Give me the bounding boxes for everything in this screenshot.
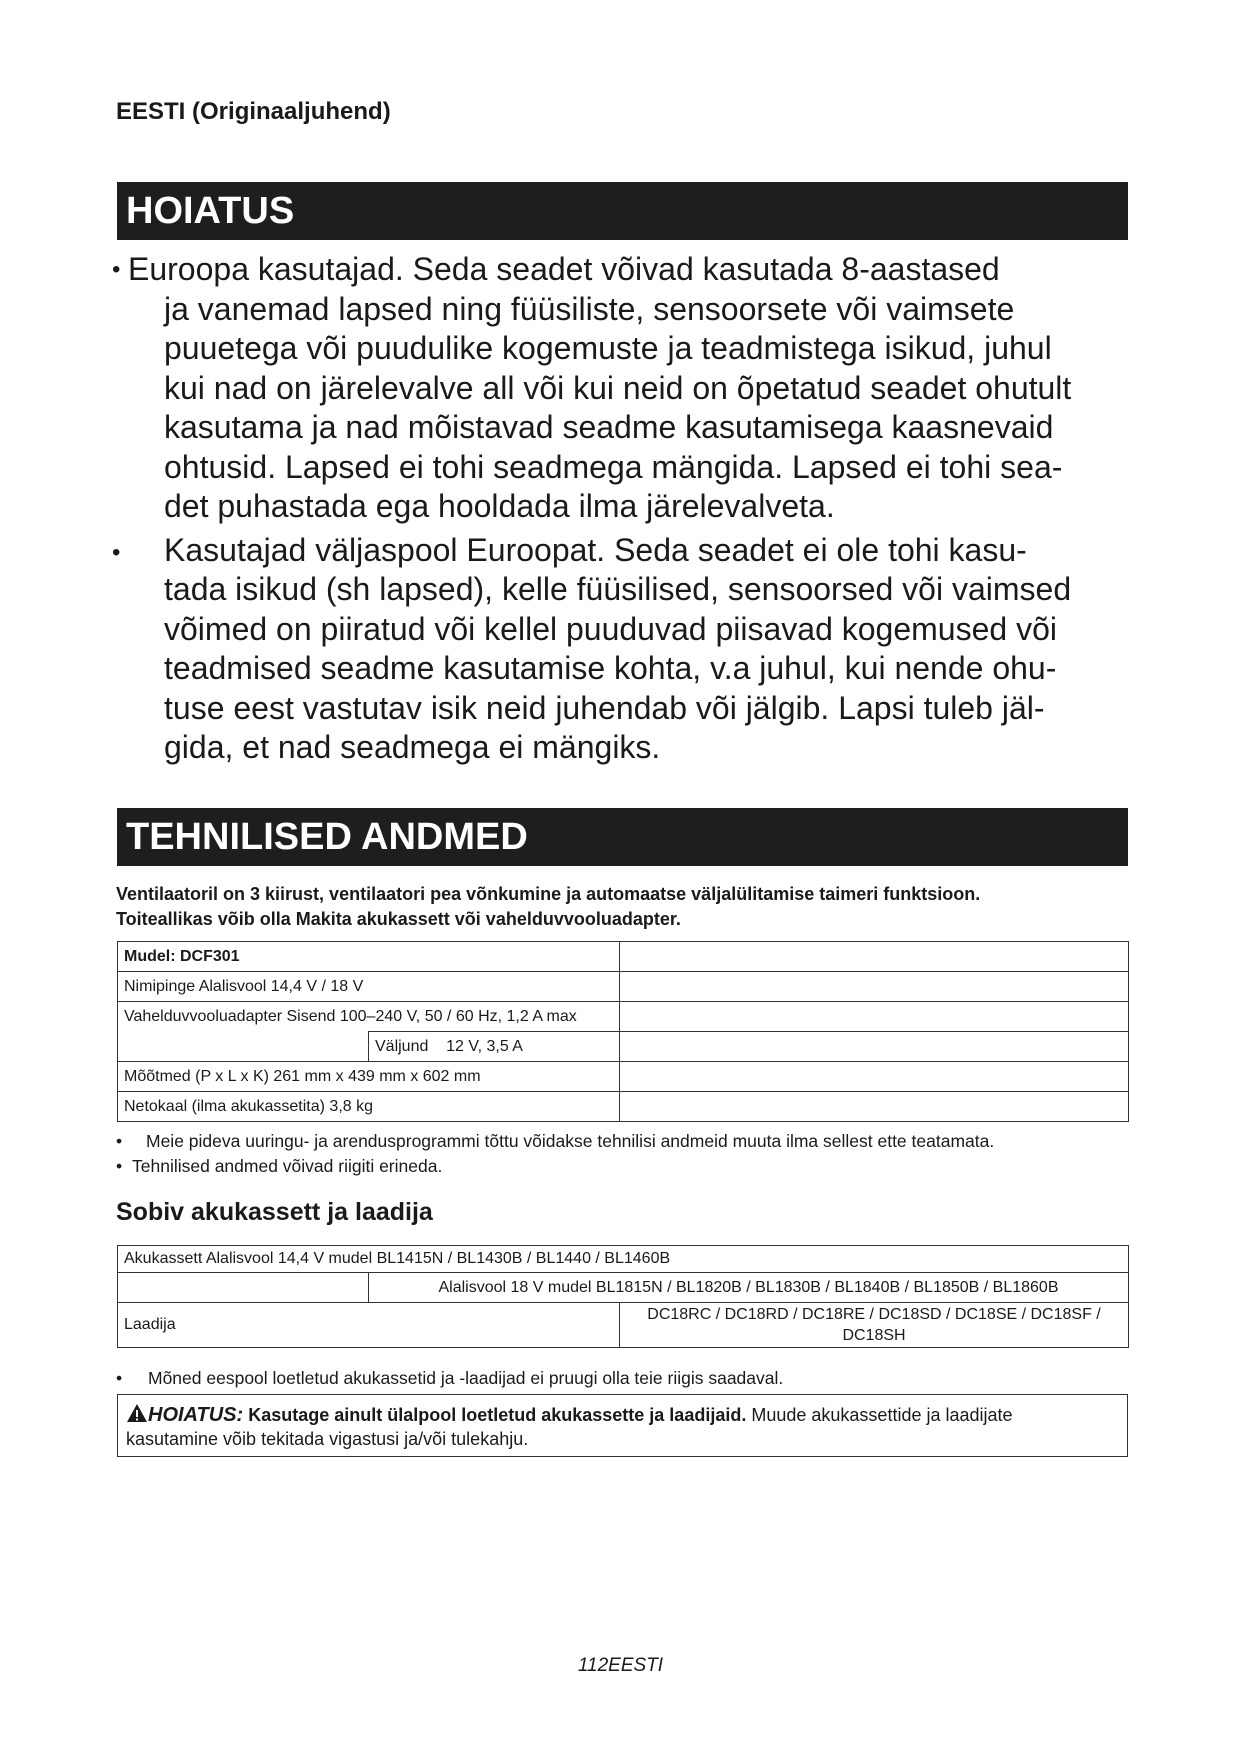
warning-item-text <box>128 250 1142 527</box>
battery-warning-box <box>117 1394 1128 1457</box>
charger-label-cell: Laadija <box>118 1303 620 1348</box>
note-text: Tehnilised andmed võivad riigiti erineda. <box>132 1156 443 1176</box>
specs-intro-line: Ventilaatoril on 3 kiirust, ventilaatori pea võnkumine ja automaatse väljalülitamise taimeri funktsioon. <box>116 884 981 904</box>
table-row <box>118 1273 1129 1303</box>
warning-line <box>126 1403 1119 1427</box>
warning-line: ohtusid. Lapsed ei tohi seadmega mängida. Lapsed ei tohi sea- <box>164 448 1063 485</box>
table-row <box>118 1246 1129 1273</box>
table-row <box>118 972 1129 1002</box>
warning-line: teadmised seadme kasutamise kohta, v.a juhul, kui nende ohu- <box>164 650 1057 686</box>
adapter-input-cell: Vahelduvvooluadapter Sisend 100–240 V, 50 / 60 Hz, 1,2 A max <box>118 1002 620 1032</box>
nominal-voltage-cell: Nimipinge Alalisvool 14,4 V / 18 V <box>118 972 620 1002</box>
warning-list <box>112 250 1142 768</box>
bullet: • <box>116 1368 123 1388</box>
empty-cell <box>620 942 1129 972</box>
warning-line: gida, et nad seadmega ei mängiks. <box>164 729 661 765</box>
charger-models-line: DC18RC / DC18RD / DC18RE / DC18SD / DC18SE / DC18SF / <box>647 1306 1101 1323</box>
warning-text: Muude akukassettide ja laadijate <box>751 1405 1013 1425</box>
note-text: Mõned eespool loetletud akukassetid ja -laadijad ei pruugi olla teie riigis saadaval. <box>148 1368 784 1388</box>
bullet: • <box>112 256 121 283</box>
charger-models-line: DC18SH <box>842 1327 906 1344</box>
specs-notes <box>116 1129 1131 1179</box>
specs-intro <box>116 882 980 932</box>
warning-line: ja vanemad lapsed ning füüsiliste, sensoorsete või vaimsete <box>164 290 1015 327</box>
warning-triangle-icon <box>126 1403 148 1423</box>
net-weight-cell: Netokaal (ilma akukassetita) 3,8 kg <box>118 1092 620 1122</box>
empty-cell <box>620 1002 1129 1032</box>
empty-cell <box>118 1273 369 1303</box>
empty-cell <box>620 972 1129 1002</box>
warning-line: tada isikud (sh lapsed), kelle füüsilised, sensoorsed või vaimsed <box>164 571 1072 607</box>
table-row <box>118 1002 1129 1032</box>
battery-section-title: Sobiv akukassett ja laadija <box>116 1198 433 1226</box>
model-cell: Mudel: DCF301 <box>118 942 620 972</box>
battery-note <box>116 1366 783 1391</box>
note-text: Meie pideva uuringu- ja arendusprogrammi tõttu võidakse tehnilisi andmeid muuta ilma sellest ette teatamata. <box>146 1131 995 1151</box>
charger-models-cell <box>620 1303 1129 1348</box>
empty-cell <box>620 1062 1129 1092</box>
battery-14v-cell: Akukassett Alalisvool 14,4 V mudel BL1415N / BL1430B / BL1440 / BL1460B <box>118 1246 1129 1273</box>
warning-line: Euroopa kasutajad. Seda seadet võivad kasutada 8-aastased <box>128 251 1000 287</box>
table-row <box>118 1092 1129 1122</box>
table-row <box>118 942 1129 972</box>
specs-intro-line: Toiteallikas võib olla Makita akukassett või vahelduvvooluadapter. <box>116 909 681 929</box>
warning-line: puuetega või puudulike kogemuste ja teadmistega isikud, juhul <box>164 330 1052 366</box>
language-title: EESTI (Originaaljuhend) <box>116 98 391 125</box>
warning-line: det puhastada ega hooldada ilma järelevalveta. <box>164 488 835 524</box>
warning-line: Kasutajad väljaspool Euroopat. Seda seadet ei ole tohi kasu- <box>164 531 1027 568</box>
warning-item-outside-europe <box>112 531 1142 768</box>
dimensions-cell: Mõõtmed (P x L x K) 261 mm x 439 mm x 602 mm <box>118 1062 620 1092</box>
warning-section-title: HOIATUS <box>117 182 1128 240</box>
table-row <box>118 1062 1129 1092</box>
warning-line: võimed on piiratud või kellel puuduvad piisavad kogemused või <box>164 610 1057 647</box>
warning-line: kasutama ja nad mõistavad seadme kasutamisega kaasnevaid <box>164 409 1054 445</box>
table-row <box>118 1303 1129 1348</box>
adapter-output-label: Väljund <box>375 1037 429 1055</box>
specs-section-title: TEHNILISED ANDMED <box>117 808 1128 866</box>
adapter-output-cell <box>369 1032 620 1062</box>
note-item: • Tehnilised andmed võivad riigiti erineda. <box>116 1156 443 1176</box>
empty-cell <box>620 1092 1129 1122</box>
warning-line: kasutamine võib tekitada vigastusi ja/või tulekahju. <box>126 1429 529 1449</box>
note-item: • Meie pideva uuringu- ja arendusprogrammi tõttu võidakse tehnilisi andmeid muuta ilma sellest ette teatamata. <box>116 1131 995 1151</box>
page-footer: 112EESTI <box>577 1655 664 1676</box>
battery-table <box>117 1245 1129 1348</box>
empty-cell <box>118 1032 369 1062</box>
bullet: • <box>112 538 121 566</box>
empty-cell <box>620 1032 1129 1062</box>
warning-label: HOIATUS: <box>148 1404 244 1426</box>
adapter-output-value: 12 V, 3,5 A <box>446 1037 523 1055</box>
table-row <box>118 1032 1129 1062</box>
warning-bold-text: Kasutage ainult ülalpool loetletud akukassette ja laadijaid. <box>248 1405 747 1425</box>
warning-item-europe <box>112 250 1142 527</box>
warning-line: kui nad on järelevalve all või kui neid on õpetatud seadet ohutult <box>164 369 1072 406</box>
warning-item-text <box>164 531 1142 768</box>
specs-table <box>117 941 1129 1122</box>
warning-line: tuse eest vastutav isik neid juhendab või jälgib. Lapsi tuleb jäl- <box>164 689 1045 726</box>
battery-18v-cell: Alalisvool 18 V mudel BL1815N / BL1820B / BL1830B / BL1840B / BL1850B / BL1860B <box>369 1273 1129 1303</box>
